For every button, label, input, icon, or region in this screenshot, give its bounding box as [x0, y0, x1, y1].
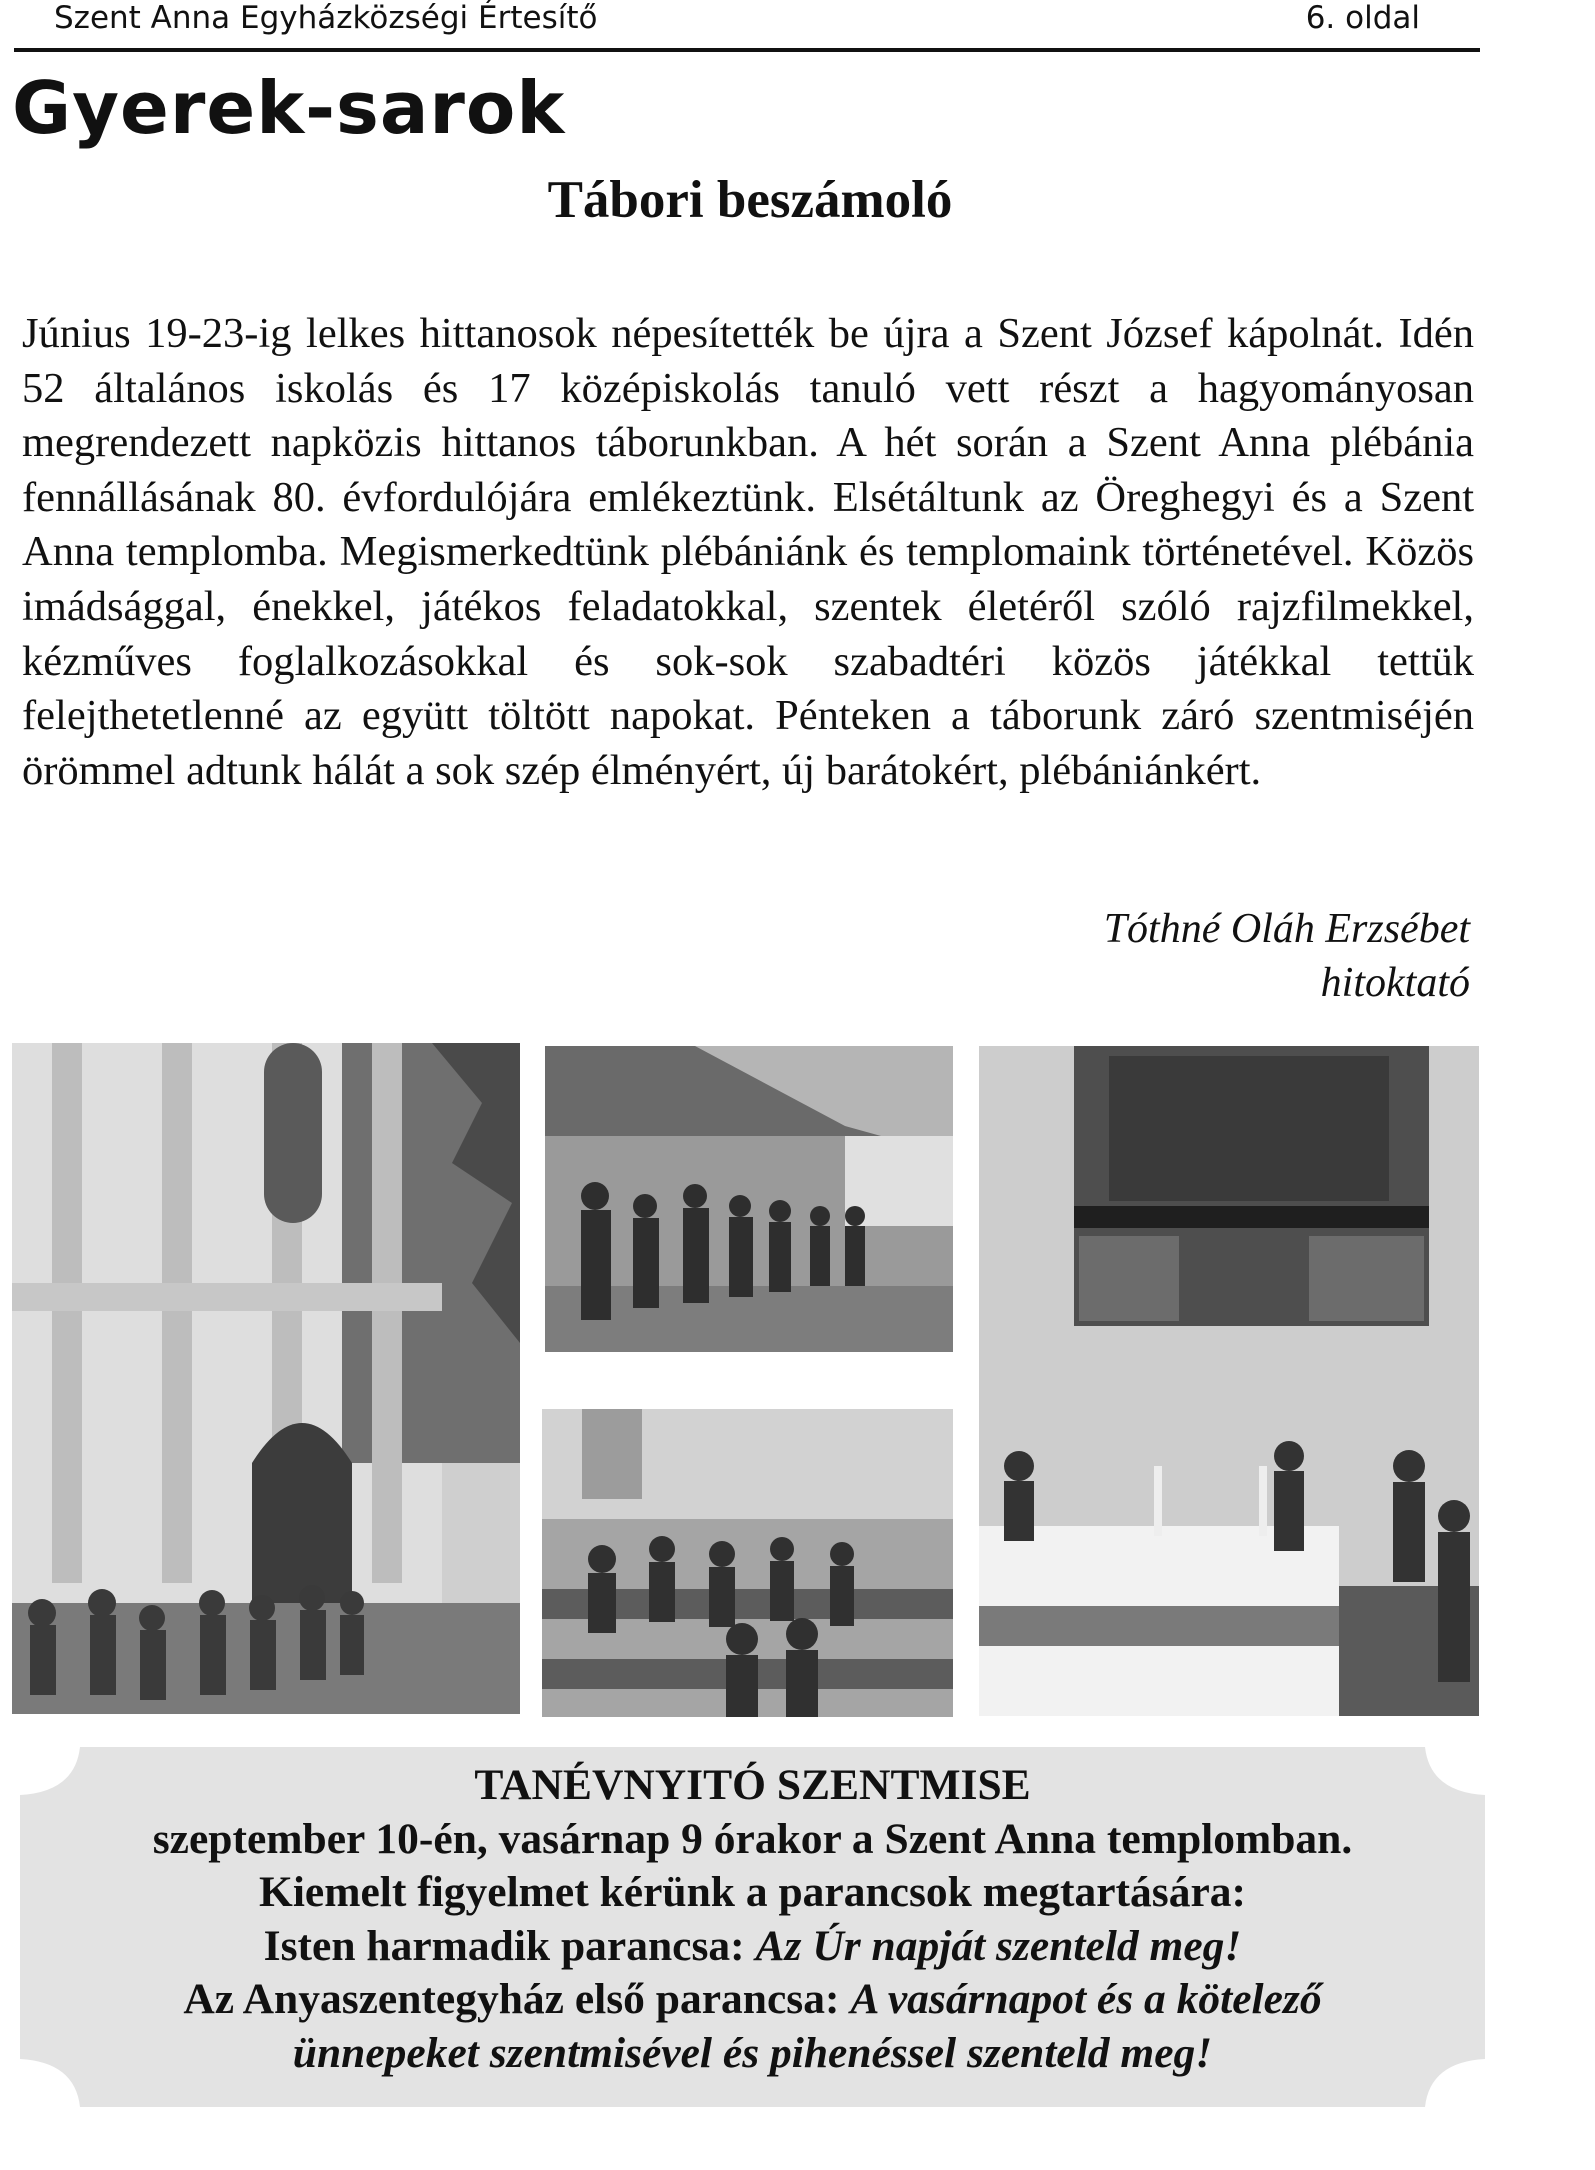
children-in-hall-photo: [545, 1046, 953, 1352]
notice-church-commandment: [20, 1973, 1485, 2027]
notice-content: [20, 1759, 1485, 2080]
publication-title: Szent Anna Egyházközségi Értesítő: [54, 0, 598, 36]
section-title: Gyerek-sarok: [12, 66, 566, 150]
commandment-three-label: Isten harmadik parancsa:: [263, 1921, 756, 1970]
article-body: Június 19-23-ig lelkes hittanosok népesítették be újra a Szent József kápolnát. Idén 52 általános iskolás és 17 középiskolás tanuló vett részt a hagyományosan megrendezett napközis hittanos táborunkban. A hét során a Szent Anna plébánia fennállásának 80. évfordulójára emlékeztünk. Elsétáltunk az Öreghegyi és a Szent Anna templomba. Megismerkedtünk plébániánk és templomaink történetével. Közös imádsággal, énekkel, játékos feladatokkal, szentek életéről szóló rajzfilmekkel, kézműves foglalkozásokkal és sok-sok szabadtéri közös játékkal tettük felejthetetlenné az együtt töltött napokat. Pénteken a táborunk záró szentmiséjén örömmel adtunk hálát a sok szép élményért, új barátokért, plébániánkért.: [22, 310, 1474, 794]
notice-date-line: szeptember 10-én, vasárnap 9 órakor a Szent Anna templomban.: [152, 1814, 1353, 1863]
author-name: Tóthné Oláh Erzsébet: [1103, 906, 1470, 952]
church-facade-photo: [12, 1043, 520, 1714]
page-header: [14, 0, 1480, 52]
children-in-pews-photo: [542, 1409, 953, 1717]
church-commandment-label: Az Anyaszentegyház első parancsa:: [183, 1975, 851, 2023]
notice-attention-line: Kiemelt figyelmet kérünk a parancsok megtartására:: [258, 1868, 1246, 1916]
page-number: 6. oldal: [1305, 0, 1420, 36]
church-commandment-quote: A vasárnapot és a kötelező: [850, 1975, 1322, 2023]
altar-mass-photo: [979, 1046, 1479, 1716]
author-role: hitoktató: [1320, 960, 1470, 1006]
article-title: Tábori beszámoló: [547, 171, 953, 229]
commandment-three-quote: Az Úr napját szenteld meg!: [755, 1921, 1242, 1970]
article-signature: [1104, 902, 1470, 1010]
notice-commandment-three: [20, 1920, 1485, 1974]
notice-title: TANÉVNYITÓ SZENTMISE: [474, 1761, 1031, 1809]
mass-notice-box: [20, 1747, 1485, 2107]
church-commandment-quote-cont: ünnepeket szentmisével és pihenéssel szenteld meg!: [292, 2028, 1213, 2077]
